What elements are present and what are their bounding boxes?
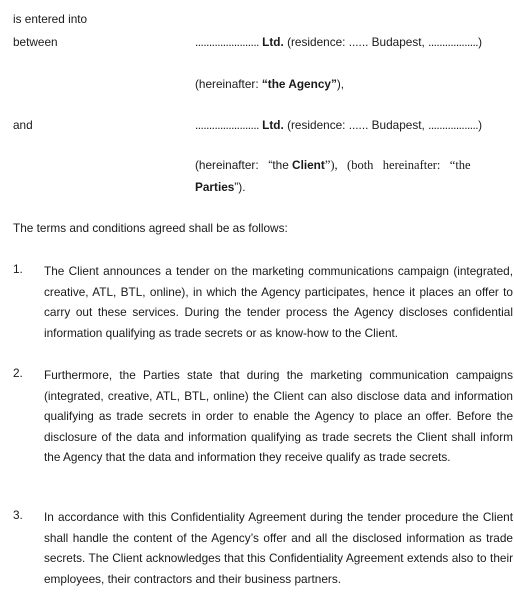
list-item-text: In accordance with this Confidentiality Agreement during the tender procedure the Client shall handle the content of the Agency’s offer and all the disclosed information as trade secrets. The Client acknowledges that this Confidentiality Agreement extends also to their employees, their contractors and their business partners. <box>44 510 513 586</box>
list-item-text: Furthermore, the Parties state that during the marketing communication campaigns (integrated, creative, ATL, BTL, online) the Client can also disclose data and information qualifying as trade secrets in order to enable the Agency to place an offer. Before the disclosure of the data and information qualifying as trade secrets the Client shall inform the Agency that the data and information they receive qualify as trade secrets. <box>44 368 513 464</box>
agency-hereinafter <box>195 77 344 91</box>
agency-hereinafter-close: ), <box>336 77 345 91</box>
client-party-line <box>195 118 482 132</box>
agency-party-line <box>195 35 482 49</box>
agency-name-blank: ....................... <box>195 35 259 49</box>
agency-company-suffix: Ltd. <box>262 35 284 49</box>
agency-address-blank: ..................) <box>428 35 482 49</box>
client-hereinafter-mid: ”), (both hereinafter: “the <box>324 158 471 172</box>
client-company-suffix: Ltd. <box>262 118 284 132</box>
client-city: Budapest, <box>371 118 425 132</box>
parties-close: ”). <box>234 180 246 194</box>
client-name-blank: ....................... <box>195 118 259 132</box>
list-item-number: 1. <box>13 262 23 276</box>
list-item-number: 3. <box>13 508 23 522</box>
client-residence-open: (residence: ...... <box>287 118 369 132</box>
list-item-text: The Client announces a tender on the marketing communications campaign (integrated, creative, ATL, BTL, online), in which the Agency participates, hence it places an offer to carry out these services. During the tender process the Agency discloses confidential information qualifying as trade secrets or as know-how to the Client. <box>44 264 513 340</box>
intro-and-label: and <box>13 118 33 132</box>
intro-entered-text: is entered into <box>13 12 88 26</box>
client-defined-term: Client <box>292 158 325 172</box>
intro-between-label: between <box>13 35 58 49</box>
client-hereinafter <box>195 158 503 173</box>
agency-city: Budapest, <box>371 35 425 49</box>
agency-hereinafter-open: (hereinafter: <box>195 77 262 91</box>
parties-defined-term: Parties <box>195 180 235 194</box>
agency-residence-open: (residence: ...... <box>287 35 369 49</box>
terms-intro-text: The terms and conditions agreed shall be as follows: <box>13 221 288 235</box>
list-item-number: 2. <box>13 366 23 380</box>
client-address-blank: ..................) <box>428 118 482 132</box>
agency-defined-term: “the Agency” <box>261 77 337 91</box>
client-hereinafter-open: (hereinafter: “the <box>195 158 293 172</box>
parties-definition <box>195 180 246 194</box>
